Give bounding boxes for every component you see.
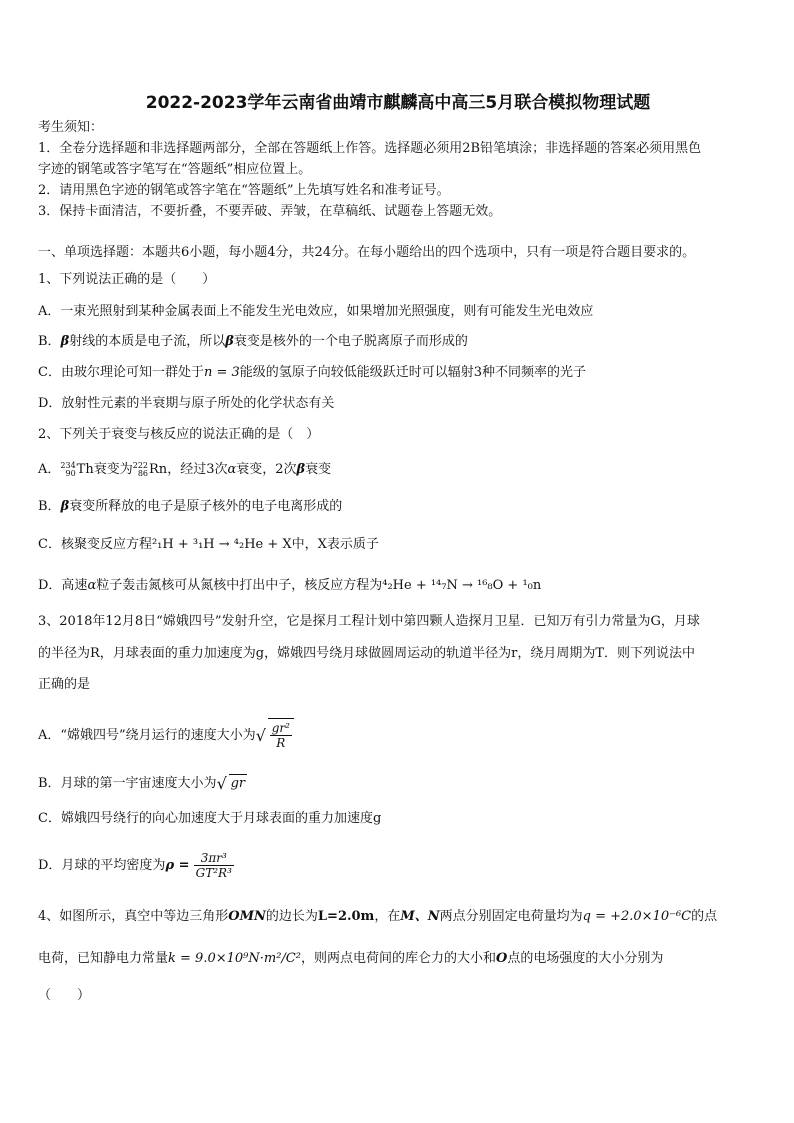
- notice-item-1-cont: 字迹的钢笔或答字笔写在“答题纸”相应位置上。: [38, 162, 312, 177]
- q2-option-a: [38, 461, 758, 479]
- q2-a-post: ，经过3次: [167, 462, 228, 477]
- q2-a-label: A．: [38, 462, 61, 477]
- q2-d-alpha: α: [87, 578, 97, 593]
- q4-l1-length: L=2.0m: [317, 909, 375, 924]
- q4-answer-blank: （ ）: [38, 988, 91, 1003]
- q3-option-b: [38, 774, 758, 793]
- q4-l1-pre: 4、如图所示，真空中等边三角形: [38, 909, 229, 924]
- q1-b-post: 衰变是核外的一个电子脱离原子而形成的: [233, 334, 468, 349]
- q4-l1-omn: OMN: [228, 909, 266, 924]
- q3-stem-line2: 的半径为R，月球表面的重力加速度为g，嫦娥四号绕月球做圆周运动的轨道半径为r，绕月周期为T．则下列说法中: [38, 646, 695, 661]
- q3-d-rho: ρ =: [165, 858, 190, 873]
- q4-l2-o: O: [495, 951, 508, 966]
- q2-c-equation: ²₁H + ³₁H → ⁴₂He + X: [151, 537, 292, 552]
- q3-d-numerator: 3πr³: [194, 851, 234, 866]
- q4-l1-mn: M、N: [400, 909, 440, 924]
- q3-b-pre: B．月球的第一宇宙速度大小为: [38, 776, 217, 791]
- q3-option-d: [38, 848, 758, 884]
- q2-option-c: [38, 536, 758, 554]
- q3-d-denominator: GT²R³: [195, 866, 232, 880]
- q2-d-mid: 粒子轰击氮核可从氮核中打出中子，核反应方程为: [96, 578, 383, 593]
- q3-d-fraction: [194, 851, 234, 880]
- notice-item-2: 2．请用黑色字迹的钢笔或答字笔在“答题纸”上先填写姓名和准考证号。: [38, 183, 450, 198]
- q4-l1-mid: 的边长为: [265, 909, 318, 924]
- nuclide-thorium: [60, 461, 93, 479]
- page-title: 2022-2023学年云南省曲靖市麒麟高中高三5月联合模拟物理试题: [145, 93, 651, 113]
- q4-l1-post: 的点: [691, 909, 718, 924]
- q1-option-a: A．一束光照射到某种金属表面上不能发生光电效应，如果增加光照强度，则有可能发生光电效应: [38, 304, 594, 319]
- q3-a-pre: A．“嫦娥四号”绕月运行的速度大小为: [38, 728, 256, 743]
- q2-a-post2: 衰变，2次: [236, 462, 297, 477]
- section-heading: 一、单项选择题：本题共6小题，每小题4分，共24分。在每小题给出的四个选项中，只有一项是符合题目要求的。: [38, 245, 696, 260]
- rn-atomic-number: 86: [137, 468, 149, 478]
- q1-stem: 1、下列说法正确的是（ ）: [38, 272, 216, 287]
- q4-l1-mid2: ，在: [374, 909, 401, 924]
- q3-a-denominator: R: [276, 736, 286, 750]
- q3-a-sqrt: √ $\frac{\text{gr²}}{R}$: [256, 718, 294, 753]
- q1-option-d: D．放射性元素的半衰期与原子所处的化学状态有关: [38, 396, 335, 411]
- q3-a-numerator: gr²: [271, 721, 290, 735]
- q1-c-post: 能级的氢原子向较低能级跃迁时可以辐射3种不同频率的光子: [239, 365, 587, 380]
- rn-symbol: Rn: [149, 462, 168, 477]
- q2-d-pre: D．高速: [38, 578, 88, 593]
- q1-option-c: [38, 364, 758, 382]
- q1-b-beta2: β: [225, 334, 234, 349]
- q4-l2-constant: k = 9.0×10⁹N·m²/C²: [168, 951, 301, 966]
- q2-option-b: [38, 498, 758, 516]
- q4-l1-charge: q = +2.0×10⁻⁶C: [582, 909, 692, 924]
- q2-d-equation: ⁴₂He + ¹⁴₇N → ¹⁶₈O + ¹₀n: [382, 578, 542, 593]
- notice-item-3: 3．保持卡面清洁，不要折叠，不要弄破、弄皱，在草稿纸、试题卷上答题无效。: [38, 204, 502, 219]
- q2-a-post3: 衰变: [305, 462, 332, 477]
- q2-a-beta: β: [296, 462, 306, 477]
- th-mass-number: 234: [60, 460, 76, 470]
- q2-c-post: 中，X表示质子: [291, 537, 379, 552]
- q3-stem-line1: 3、2018年12月8日“嫦娥四号”发射升空，它是探月工程计划中第四颗人造探月卫星．已知万有引力常量为G，月球: [38, 614, 700, 629]
- q4-l2-post: 点的电场强度的大小分别为: [507, 951, 664, 966]
- q2-b-beta: β: [60, 499, 70, 514]
- q4-l2-mid: ，则两点电荷间的库仑力的大小和: [300, 951, 496, 966]
- q3-stem-line3: 正确的是: [38, 677, 91, 692]
- q2-a-mid: 衰变为: [93, 462, 133, 477]
- q3-option-c: C．嫦娥四号绕行的向心加速度大于月球表面的重力加速度g: [38, 811, 382, 826]
- q2-b-post: 衰变所释放的电子是原子核外的电子电离形成的: [69, 499, 343, 514]
- q1-b-beta1: β: [60, 334, 70, 349]
- q1-option-b: [38, 333, 758, 351]
- q4-l2-pre: 电荷，已知静电力常量: [38, 951, 169, 966]
- notice-heading: 考生须知：: [38, 120, 104, 135]
- q4-l1-mid3: 两点分别固定电荷量均为: [439, 909, 583, 924]
- q2-a-alpha: α: [227, 462, 237, 477]
- q3-b-radicand: gr: [230, 776, 246, 791]
- q3-option-a: [38, 718, 758, 753]
- q2-stem: 2、下列关于衰变与核反应的说法正确的是（ ）: [38, 427, 320, 442]
- q4-stem-line1: [38, 908, 758, 926]
- q1-c-pre: C．由玻尔理论可知一群处于: [38, 365, 204, 380]
- q1-b-mid: 射线的本质是电子流，所以: [69, 334, 226, 349]
- q2-option-d: [38, 577, 758, 595]
- rn-mass-number: 222: [132, 460, 149, 470]
- q4-stem-line2: [38, 950, 758, 968]
- q1-b-label: B．: [38, 334, 61, 349]
- q1-c-eq: n = 3: [203, 365, 240, 380]
- q2-b-label: B．: [38, 499, 61, 514]
- q3-d-pre: D．月球的平均密度为: [38, 858, 166, 873]
- q3-b-sqrt: √ gr: [216, 774, 246, 793]
- nuclide-radon: [133, 461, 167, 479]
- th-atomic-number: 90: [65, 468, 76, 478]
- notice-item-1: 1．全卷分选择题和非选择题两部分，全部在答题纸上作答。选择题必须用2B铅笔填涂；非选择题的答案必须用黑色: [38, 141, 702, 156]
- q2-c-pre: C．核聚变反应方程: [38, 537, 152, 552]
- th-symbol: Th: [76, 462, 94, 477]
